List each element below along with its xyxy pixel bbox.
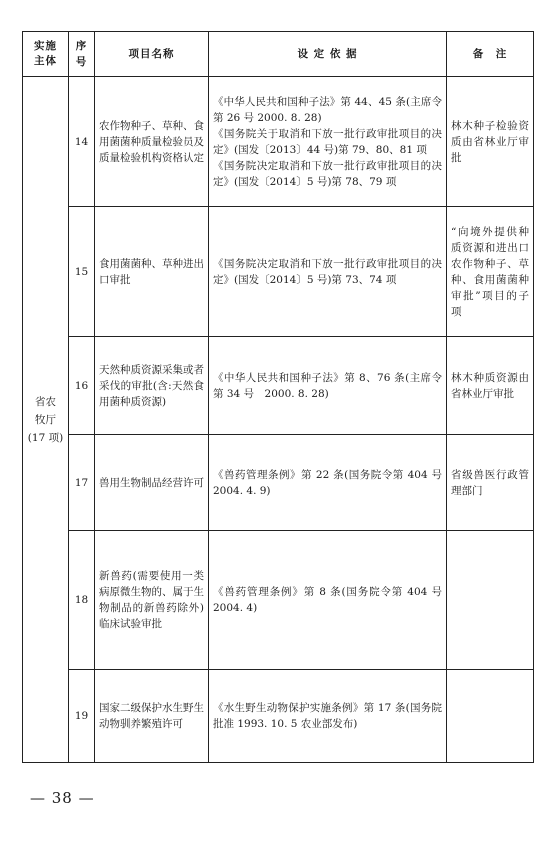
table-row: [23, 337, 534, 435]
table-header-row: [23, 32, 534, 77]
legal-basis: 《水生野生动物保护实施条例》第 17 条(国务院批准 1993. 10. 5 农业部发布): [209, 670, 447, 763]
header-name: 项目名称: [95, 32, 209, 77]
item-name: 天然种质资源采集或者采伐的审批(含:天然食用菌种质资源): [95, 337, 209, 435]
legal-basis: 《中华人民共和国种子法》第 8、76 条(主席令第 34 号 2000. 8. 28): [209, 337, 447, 435]
table-row: [23, 207, 534, 337]
row-number: 18: [69, 531, 95, 670]
item-name: 国家二级保护水生野生动物驯养繁殖许可: [95, 670, 209, 763]
row-number: 16: [69, 337, 95, 435]
header-num: 序号: [69, 32, 95, 77]
implementing-subject-cell: 省农 牧厅 (17 项): [23, 77, 69, 763]
item-name: 农作物种子、草种、食用菌菌种质量检验员及质量检验机构资格认定: [95, 77, 209, 207]
header-note: 备 注: [447, 32, 534, 77]
header-basis: 设 定 依 据: [209, 32, 447, 77]
legal-basis: 《兽药管理条例》第 8 条(国务院令第 404 号 2004. 4): [209, 531, 447, 670]
legal-basis: 《中华人民共和国种子法》第 44、45 条(主席令第 26 号 2000. 8. 28) 《国务院关于取消和下放一批行政审批项目的决定》(国发〔2013〕44 号)第 79、80、81 项 《国务院决定取消和下放一批行政审批项目的决定》(国发〔2014〕5 号)第 78、79 项: [209, 77, 447, 207]
legal-basis: 《国务院决定取消和下放一批行政审批项目的决定》(国发〔2014〕5 号)第 73、74 项: [209, 207, 447, 337]
remark: [447, 531, 534, 670]
remark: 林木种子检验资质由省林业厅审批: [447, 77, 534, 207]
table-row: [23, 435, 534, 531]
row-number: 14: [69, 77, 95, 207]
remark: “向境外提供种质资源和进出口农作物种子、草种、食用菌菌种审批”项目的子项: [447, 207, 534, 337]
remark: 林木种质资源由省林业厅审批: [447, 337, 534, 435]
item-name: 兽用生物制品经营许可: [95, 435, 209, 531]
remark: 省级兽医行政管理部门: [447, 435, 534, 531]
table-row: [23, 531, 534, 670]
table-row: [23, 77, 534, 207]
page-number: — 38 —: [30, 789, 95, 807]
row-number: 15: [69, 207, 95, 337]
row-number: 19: [69, 670, 95, 763]
item-name: 新兽药(需要使用一类病原微生物的、属于生物制品的新兽药除外)临床试验审批: [95, 531, 209, 670]
header-subject: 实施 主体: [23, 32, 69, 77]
approval-items-table: [22, 31, 534, 763]
table-row: [23, 670, 534, 763]
item-name: 食用菌菌种、草种进出口审批: [95, 207, 209, 337]
remark: [447, 670, 534, 763]
row-number: 17: [69, 435, 95, 531]
legal-basis: 《兽药管理条例》第 22 条(国务院令第 404 号 2004. 4. 9): [209, 435, 447, 531]
